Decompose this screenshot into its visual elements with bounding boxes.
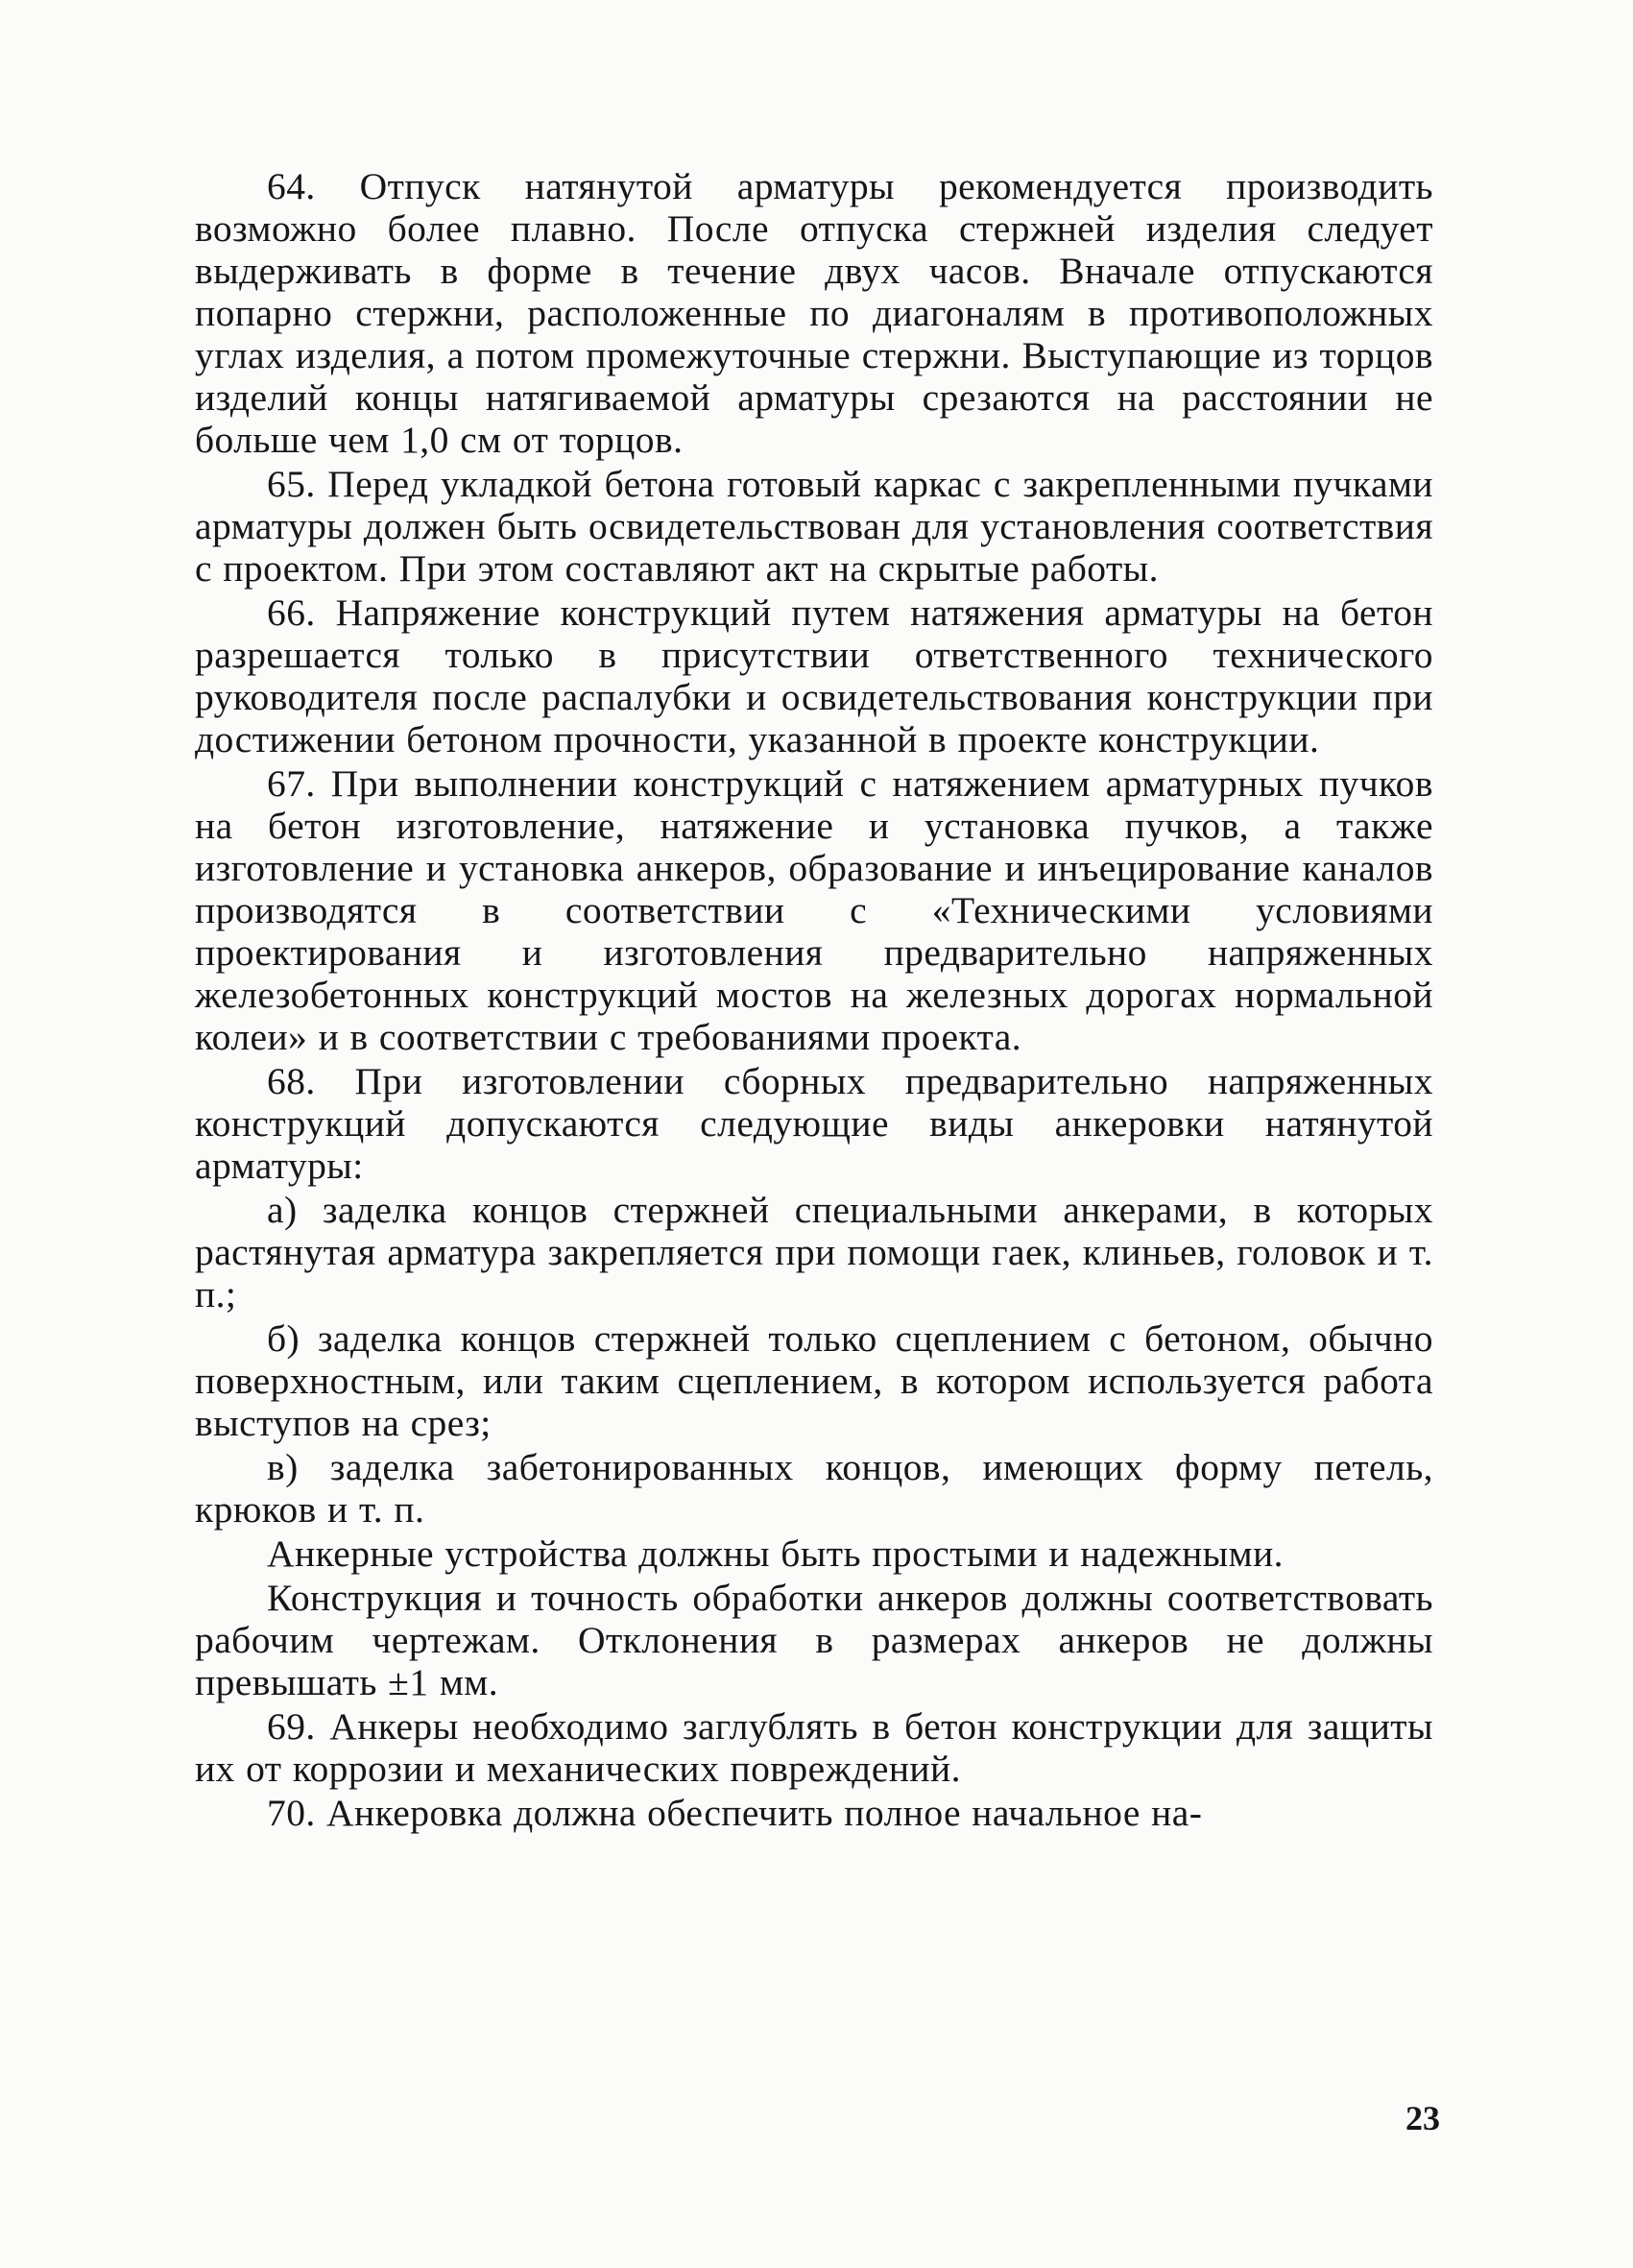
paragraph-anchors-simple: Анкерные устройства должны быть простыми и надежными.: [267, 1532, 1285, 1575]
body-text: [195, 165, 1433, 1836]
paragraph-67: 67. При выполнении конструкций с натяжением арматурных пучков на бетон изготовление, натяжение и установка пучков, а также изготовление и установка анкеров, образование и инъецирование каналов производятся в соответствии с «Техническими условиями проектирования и изготовления предварительно напряженных железобетонных конструкций мостов на железных дорогах нормальной колеи» и в соответствии с требованиями проекта.: [195, 762, 1433, 1058]
paragraph-68: 68. При изготовлении сборных предварительно напряженных конструкций допускаются следующие виды анкеровки натянутой арматуры:: [195, 1060, 1433, 1187]
paragraph-66: 66. Напряжение конструкций путем натяжения арматуры на бетон разрешается только в присутствии ответственного технического руководителя после распалубки и освидетельствования конструкции при достижении бетоном прочности, указанной в проекте конструкции.: [195, 591, 1433, 760]
list-item-b: б) заделка концов стержней только сцеплением с бетоном, обычно поверхностным, или таким сцеплением, в котором используется работа выступов на срез;: [195, 1317, 1433, 1444]
paragraph-69: 69. Анкеры необходимо заглублять в бетон конструкции для защиты их от коррозии и механических повреждений.: [195, 1705, 1433, 1790]
list-item-a: а) заделка концов стержней специальными анкерами, в которых растянутая арматура закрепляется при помощи гаек, клиньев, головок и т. п.;: [195, 1189, 1433, 1315]
page-number: 23: [1405, 2099, 1440, 2137]
paragraph-64: 64. Отпуск натянутой арматуры рекомендуется производить возможно более плавно. После отпуска стержней изделия следует выдерживать в форме в течение двух часов. Вначале отпускаются попарно стержни, расположенные по диагоналям в противоположных углах изделия, а потом промежуточные стержни. Выступающие из торцов изделий концы натягиваемой арматуры срезаются на расстоянии не больше чем 1,0 см от торцов.: [195, 165, 1433, 461]
paragraph-70: 70. Анкеровка должна обеспечить полное начальное на-: [267, 1792, 1203, 1834]
list-item-v: в) заделка забетонированных концов, имеющих форму петель, крюков и т. п.: [195, 1446, 1433, 1531]
paragraph-anchors-precision: Конструкция и точность обработки анкеров должны соответствовать рабочим чертежам. Отклонения в размерах анкеров не должны превышать ±1 мм.: [195, 1577, 1433, 1703]
paragraph-65: 65. Перед укладкой бетона готовый каркас с закрепленными пучками арматуры должен быть освидетельствован для установления соответствия с проектом. При этом составляют акт на скрытые работы.: [195, 463, 1433, 590]
